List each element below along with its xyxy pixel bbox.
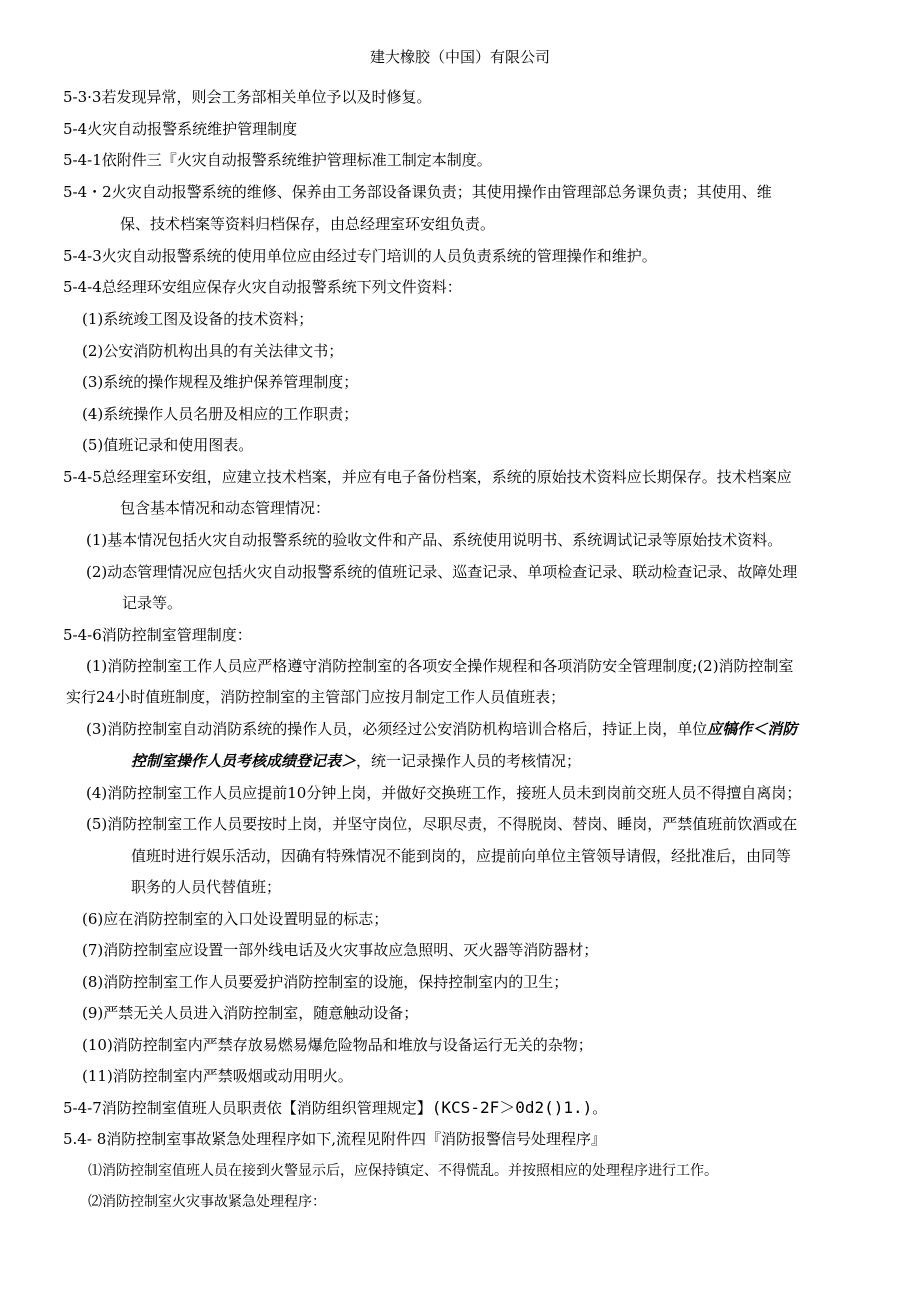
clause-5-4-5-item-2-line2: 记录等。 xyxy=(122,594,183,612)
clause-5-4-6-item-7: (7)消防控制室应设置一部外线电话及火灾事故应急照明、灭火器等消防器材； xyxy=(82,941,599,959)
clause-5-4-4-item-2: (2)公安消防机构出具的有关法律文书； xyxy=(82,342,344,360)
clause-5-4-6-item-8: (8)消防控制室工作人员要爱护消防控制室的设施，保持控制室内的卫生； xyxy=(82,973,569,991)
clause-5-4-4-item-3: (3)系统的操作规程及维护保养管理制度； xyxy=(82,373,359,391)
clause-5-4-8-item-1: ⑴消防控制室值班人员在接到火警显示后，应保持镇定、不得慌乱。并按照相应的处理程序进行工作。 xyxy=(88,1163,718,1179)
clause-5-4-7-end: 。 xyxy=(592,1099,608,1117)
clause-5-4-6-item-6: (6)应在消防控制室的入口处设置明显的标志； xyxy=(82,910,389,928)
clause-5-4-4-item-4: (4)系统操作人员名册及相应的工作职责； xyxy=(82,405,359,423)
item-3-emphasis: 应犒作＜消防 xyxy=(707,720,798,738)
clause-5-4-6-item-1-line1: (1)消防控制室工作人员应严格遵守消防控制室的各项安全操作规程和各项消防安全管理制度;(2)消防控制室 xyxy=(86,657,794,675)
clause-5-4-6-item-1-line2: 实行24小时值班制度，消防控制室的主管部门应按月制定工作人员值班表； xyxy=(66,688,566,706)
page-header-company: 建大橡胶（中国）有限公司 xyxy=(369,48,550,66)
clause-5-4-6-item-3-line1 xyxy=(86,719,797,739)
clause-5-4-6-item-4: (4)消防控制室工作人员应提前10分钟上岗，并做好交换班工作，接班人员未到岗前交班人员不得擅自离岗； xyxy=(86,784,802,802)
clause-5-4-6-item-11: (11)消防控制室内严禁吸烟或动用明火。 xyxy=(82,1067,353,1085)
clause-5-4-5-line1: 5-4-5总经理室环安组，应建立技术档案，并应有电子备份档案，系统的原始技术资料应长期保存。技术档案应 xyxy=(63,468,792,486)
clause-5-4-4-item-1: (1)系统竣工图及设备的技术资料； xyxy=(82,310,314,328)
clause-5-4-6-item-5-line2: 值班时进行娱乐活动，因确有特殊情况不能到岗的，应提前向单位主管领导请假，经批准后，由同等 xyxy=(131,847,792,865)
clause-5-4-5-item-2-line1: (2)动态管理情况应包括火灾自动报警系统的值班记录、巡查记录、单项检查记录、联动检查记录、故障处理 xyxy=(86,563,798,581)
clause-5-4-6-item-5-line1: (5)消防控制室工作人员要按时上岗，并坚守岗位，尽职尽责，不得脱岗、替岗、睡岗，严禁值班前饮酒或在 xyxy=(86,815,798,833)
clause-5-4-2-line2: 保、技术档案等资料归档保存，由总经理室环安组负责。 xyxy=(120,215,496,233)
clause-5-4-5-item-1: (1)基本情况包括火灾自动报警系统的验收文件和产品、系统使用说明书、系统调试记录等原始技术资料。 xyxy=(86,531,783,549)
clause-5-4-4: 5-4-4总经理环安组应保存火灾自动报警系统下列文件资料： xyxy=(63,278,462,296)
clause-5-4-6-item-9: (9)严禁无关人员进入消防控制室，随意触动设备； xyxy=(82,1004,419,1022)
clause-5-4-8-item-2: ⑵消防控制室火灾事故紧急处理程序： xyxy=(88,1194,326,1210)
clause-5-4-7-doc-code: (KCS-2F＞0d2()1.) xyxy=(431,1098,593,1117)
section-5-4-title: 5-4火灾自动报警系统维护管理制度 xyxy=(63,120,298,138)
clause-5-4-7 xyxy=(63,1098,607,1118)
item-3-text: (3)消防控制室自动消防系统的操作人员，必须经过公安消防机构培训合格后，持证上岗，单位 xyxy=(86,720,708,738)
clause-5-4-1: 5-4-1依附件三『火灾自动报警系统维护管理标准工制定本制度。 xyxy=(63,151,492,169)
item-3-text-end: ，统一记录操作人员的考核情况； xyxy=(356,752,582,770)
item-3-form-title: 控制室操作人员考核成绩登记表＞ xyxy=(131,752,357,770)
clause-5-4-6-item-5-line3: 职务的人员代替值班； xyxy=(131,878,282,896)
clause-5-4-7-text: 5-4-7消防控制室值班人员职责依【消防组织管理规定】 xyxy=(63,1099,432,1117)
clause-5-4-2-line1: 5-4・2火灾自动报警系统的维修、保养由工务部设备课负责；其使用操作由管理部总务课负责；其使用、维 xyxy=(63,183,772,201)
clause-5-4-6: 5-4-6消防控制室管理制度： xyxy=(63,626,252,644)
clause-5-3-3: 5-3·3若发现异常，则会工务部相关单位予以及时修复。 xyxy=(63,88,432,106)
clause-5-4-3: 5-4-3火灾自动报警系统的使用单位应由经过专门培训的人员负责系统的管理操作和维护。 xyxy=(63,247,657,265)
clause-5-4-4-item-5: (5)值班记录和使用图表。 xyxy=(82,436,254,454)
clause-5-4-6-item-3-line2 xyxy=(131,751,581,771)
clause-5-4-5-line2: 包含基本情况和动态管理情况： xyxy=(120,499,331,517)
clause-5-4-8: 5.4- 8消防控制室事故紧急处理程序如下,流程见附件四『消防报警信号处理程序』 xyxy=(63,1130,607,1148)
clause-5-4-6-item-10: (10)消防控制室内严禁存放易燃易爆危险物品和堆放与设备运行无关的杂物； xyxy=(82,1036,593,1054)
